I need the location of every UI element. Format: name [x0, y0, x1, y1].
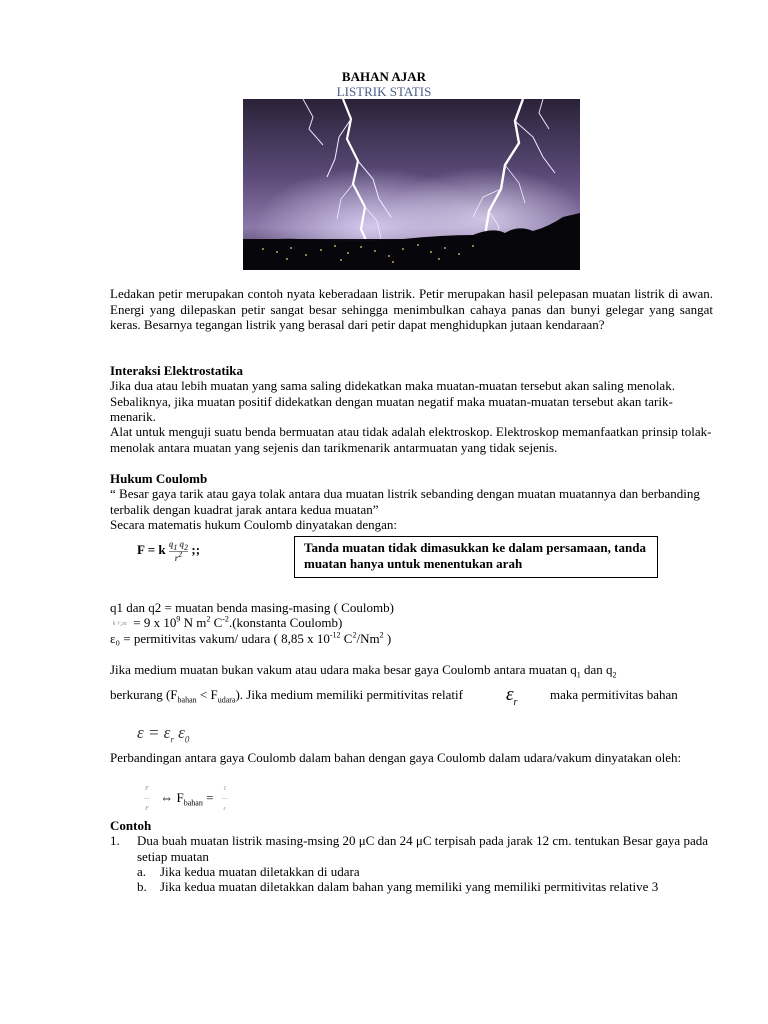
coulomb-quote: “ Besar gaya tarik atau gaya tolak antara dua muatan listrik sebanding dengan muatan muatannya dan berbanding terbalik dengan kuadrat jarak antara kedua muatan”: [110, 486, 700, 517]
formula-suffix: ;;: [191, 542, 201, 557]
intro-paragraph: Ledakan petir merupakan contoh nyata keberadaan listrik. Petir merupakan hasil pelepasan muatan listrik di awan. Energi yang dilepaskan petir sangat besar sehingga menimbulkan cahaya panas dan bunyi gelegar yang sangat keras. Besarnya tegangan listrik yang berasal dari petir dapat menghidupkan jutaan kendaraan?: [110, 286, 713, 332]
ratio-fraction-image: F — F: [144, 786, 150, 813]
epsilon-r-symbol: $\varepsilon_r$: [506, 684, 518, 708]
definition-k: k ¹⁄₄πε = 9 x $10^9$ N $m^2$ $C^{-2}.(konstanta$ Coulomb): [110, 615, 713, 631]
perbandingan-paragraph: Perbandingan antara gaya Coulomb dalam bahan dengan gaya Coulomb dalam udara/vakum dinyatakan oleh:: [110, 750, 682, 765]
ratio-result-image: 1 — ε: [222, 786, 228, 813]
lightning-photo: [243, 99, 580, 270]
epsilon-equation: $\varepsilon = \varepsilon_r$ $\varepsilon_0$: [137, 723, 190, 745]
lightning-illustration: [243, 99, 580, 270]
k-symbol-image: k ¹⁄₄πε: [112, 621, 128, 628]
interaksi-paragraph-1: Jika dua atau lebih muatan yang sama saling didekatkan maka muatan-muatan tersebut akan saling menolak. Sebaliknya, jika muatan positif didekatkan dengan muatan negatif maka muatan-muatan tersebut akan tarik-menarik.: [110, 378, 675, 424]
interaksi-paragraph-2: Alat untuk menguji suatu benda bermuatan atau tidak adalah elektroskop. Elektroskop memanfaatkan prinsip tolak-menolak antara muatan yang sejenis dan tarikmenarik antarmuatan yang tidak sejenis.: [110, 424, 712, 455]
coulomb-formula: [137, 536, 200, 564]
section-heading-interaksi: Interaksi Elektrostatika: [110, 363, 244, 378]
document-page: BAHAN AJAR LISTRIK STATIS Ledakan petir merupakan contoh nyata keberadaan listrik. Petir merupakan hasil pelepasan muatan listrik di awan. Energi yang dilepaskan petir sangat besar sehingga menimbulkan cahaya panas dan bunyi gelegar yang sangat keras. Besarnya tegangan listrik yang berasal dari petir dapat menghidupkan jutaan kendaraan? Interaksi Elektrostatika Jika dua atau lebih muatan yang sama saling didekatkan maka muatan-muatan tersebut akan saling menolak. Sebaliknya, jika muatan positif didekatkan dengan muatan negatif maka muatan-muatan tersebut akan tarik-menarik. Alat untuk menguji suatu benda bermuatan atau tidak adalah elektroskop. Elektroskop memanfaatkan prinsip tolak-menolak antara muatan yang sejenis dan tarikmenarik antarmuatan yang tidak sejenis. Hukum Coulomb “ Besar gaya tarik atau gaya tolak antara dua muatan listrik sebanding dengan muatan muatannya dan berbanding terbalik dengan kuadrat jarak antara kedua muatan” Secara matematis hukum Coulomb dinyatakan dengan: F = k $\frac{q_1 q_2}{r^2}$ ;; Tanda muatan tidak dimasukkan ke dalam persamaan, tanda muatan hanya untuk menentukan arah q1 dan q2 = muatan benda masing-masing ( Coulomb) k ¹⁄₄πε = 9 x $10^9$ N $m^2$ $C^{-2}.(konstanta$ Coulomb) ε₀ = permitivitas vakum/ udara ( 8,85 x $10^{-12}$ $C^2/Nm^2$ ) Jika medium muatan bukan vakum atau udara maka besar gaya Coulomb antara muatan $q_1$ dan $q_2$ berkurang $(F_{bahan} < F_{udara})$. Jika medium memiliki permitivitas relatif $\varepsilon_r$ maka permitivitas bahan $\varepsilon = \varepsilon_r$ $\varepsilon_0$ Perbandingan antara gaya Coulomb dalam bahan dengan gaya Coulomb dalam udara/vakum dinyatakan oleh: F — F ⇔ $F_{bahan} = 1$ — ε Contoh 1. Dua buah muatan listrik masing-msing 20 μC dan 24 μC terpisah pada jarak 12 cm. tentukan Besar gaya pada setiap muatan a. Jika kedua muatan diletakkan di udara b. Jika kedua muatan diletakkan dalam bahan yang memiliki yang memiliki permitivitas relative 3: [0, 0, 768, 1024]
section-heading-contoh: Contoh: [110, 818, 152, 833]
medium-line-2: berkurang $(F_{bahan} < F_{udara})$. Jika medium memiliki permitivitas relatif: [110, 687, 463, 705]
list-item-1: 1. Dua buah muatan listrik masing-msing 20 μC dan 24 μC terpisah pada jarak 12 cm. tentukan Besar gaya pada setiap muatan: [110, 833, 708, 864]
document-title: BAHAN AJAR: [341, 69, 427, 84]
section-heading-coulomb: Hukum Coulomb: [110, 471, 208, 486]
formula-fraction-image: $\frac{q_1 q_2}{r^2}$: [168, 538, 189, 563]
note-box: Tanda muatan tidak dimasukkan ke dalam persamaan, tanda muatan hanya untuk menentukan arah: [294, 536, 658, 578]
medium-line-2-end: maka permitivitas bahan: [550, 687, 678, 702]
coulomb-formula-intro: Secara matematis hukum Coulomb dinyatakan dengan:: [110, 517, 398, 532]
document-subtitle: LISTRIK STATIS: [336, 84, 432, 99]
formula-prefix: F = k: [137, 542, 166, 557]
definition-epsilon: ε₀ = permitivitas vakum/ udara ( 8,85 x $10^{-12}$ $C^2/Nm^2$ ): [110, 630, 392, 646]
medium-line-1: Jika medium muatan bukan vakum atau udara maka besar gaya Coulomb antara muatan $q_1$ dan $q_2$: [110, 662, 617, 680]
definition-q: q1 dan q2 = muatan benda masing-masing ( Coulomb): [110, 600, 394, 615]
ratio-equation: F — F ⇔ $F_{bahan} = 1$ — ε: [137, 783, 233, 814]
